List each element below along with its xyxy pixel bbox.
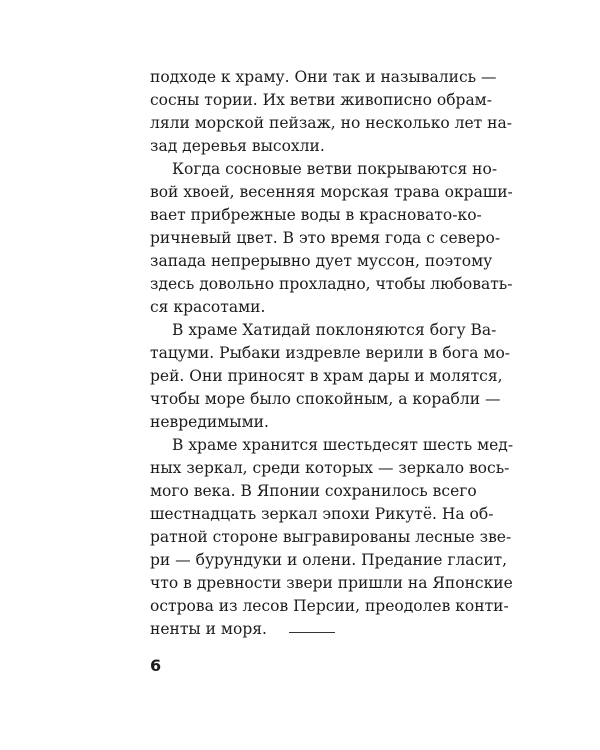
text-line: ляли морской пейзаж, но несколько лет на- [150, 114, 512, 132]
page-number: 6 [150, 656, 162, 675]
text-line: В храме хранится шестьдесят шесть мед- [172, 436, 514, 454]
text-line: острова из лесов Персии, преодолев конти- [150, 597, 509, 615]
text-line: Когда сосновые ветви покрываются но- [172, 160, 498, 178]
text-line: что в древности звери пришли на Японские [150, 574, 513, 592]
text-line: ри — бурундуки и олени. Предание гласит, [150, 551, 508, 569]
text-line: ненты и моря. [150, 620, 267, 638]
text-line: ных зеркал, среди которых — зеркало вось- [150, 459, 510, 477]
text-line: рей. Они приносят в храм дары и молятся, [150, 367, 503, 385]
text-line: мого века. В Японии сохранилось всего [150, 482, 477, 500]
text-line: ричневый цвет. В это время года с северо- [150, 229, 501, 247]
text-line: вой хвоей, весенняя морская трава окраши- [150, 183, 513, 201]
text-line: подходе к храму. Они так и назывались — [150, 68, 497, 86]
text-line: сосны тории. Их ветви живописно обрам- [150, 91, 492, 109]
text-line: шестнадцать зеркал эпохи Рикутё. На об- [150, 505, 494, 523]
text-line: В храме Хатидай поклоняются богу Ва- [172, 321, 497, 339]
text-line: чтобы море было спокойным, а корабли — [150, 390, 501, 408]
text-line: здесь довольно прохладно, чтобы любовать- [150, 275, 513, 293]
text-line: тацуми. Рыбаки издревле верили в бога мо- [150, 344, 511, 362]
text-line: ся красотами. [150, 298, 266, 316]
section-divider [289, 632, 335, 633]
text-line: запада непрерывно дует муссон, поэтому [150, 252, 493, 270]
text-line: вает прибрежные воды в красновато-ко- [150, 206, 482, 224]
text-line: зад деревья высохли. [150, 137, 325, 155]
text-line: невредимыми. [150, 413, 269, 431]
text-line: ратной стороне выгравированы лесные зве- [150, 528, 512, 546]
